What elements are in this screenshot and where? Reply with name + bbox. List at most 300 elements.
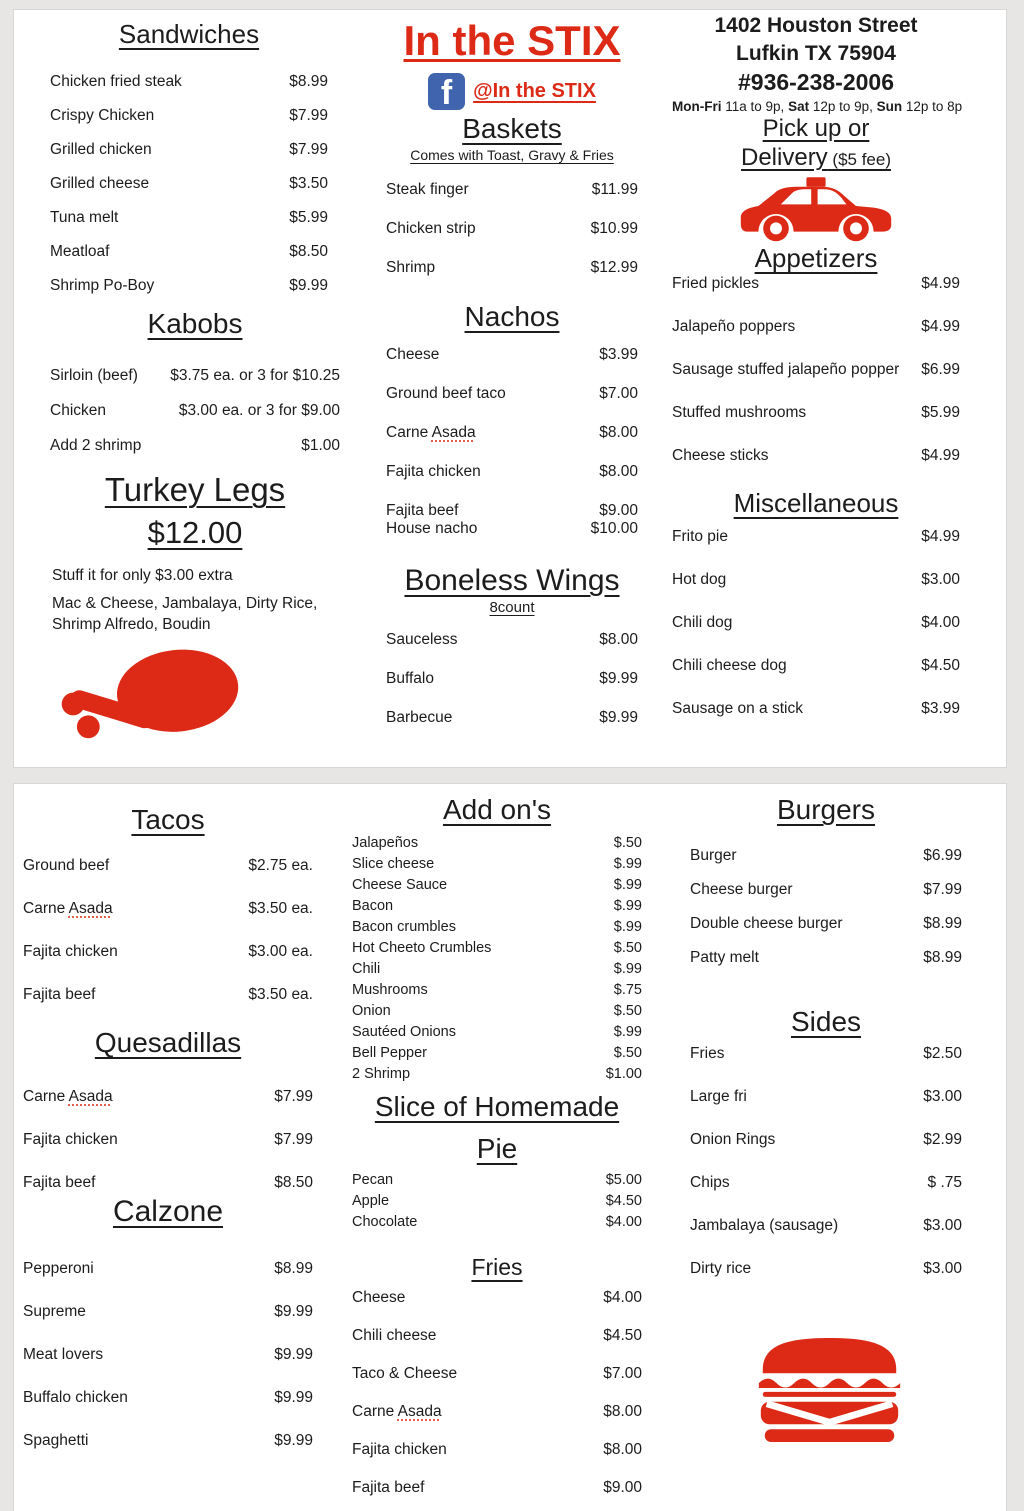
menu-item — [690, 880, 962, 899]
sides-heading: Sides — [790, 1006, 862, 1037]
item-name: Large fri — [690, 1088, 747, 1106]
item-price: $9.00 — [603, 1479, 642, 1497]
burgers-heading: Burgers — [776, 794, 876, 825]
menu-item — [386, 219, 638, 238]
add-ons-items — [352, 834, 642, 1083]
item-name: Fajita beef — [386, 502, 459, 520]
item-price: $3.00 — [921, 570, 960, 588]
item-price: $3.00 ea. — [248, 943, 313, 961]
item-name: Cheese sticks — [672, 446, 769, 464]
quesadillas-items — [23, 1087, 313, 1192]
item-price: $.50 — [613, 940, 642, 957]
menu-item — [386, 519, 638, 538]
item-name: Ground beef — [23, 857, 110, 875]
item-name: 2 Shrimp — [352, 1066, 411, 1083]
item-name: Sautéed Onions — [352, 1024, 456, 1041]
item-price: $4.00 — [603, 1289, 642, 1307]
item-price: $9.99 — [274, 1302, 313, 1320]
item-name: Onion Rings — [690, 1131, 776, 1149]
menu-item — [386, 180, 638, 199]
menu-item — [23, 856, 313, 875]
item-name: Fajita beef — [23, 986, 96, 1004]
boneless-wings-heading: Boneless Wings — [404, 564, 620, 597]
menu-item — [352, 1065, 642, 1083]
appetizers-heading: Appetizers — [754, 243, 878, 273]
item-price: $8.99 — [923, 915, 962, 933]
calzone-heading: Calzone — [112, 1195, 224, 1228]
address-line-2: Lufkin TX 75904 — [736, 42, 896, 65]
item-price: $8.50 — [289, 242, 328, 260]
item-price: $4.50 — [603, 1327, 642, 1345]
item-name: Chili cheese dog — [672, 656, 787, 674]
item-name: Steak finger — [386, 181, 469, 199]
baskets-items — [386, 180, 638, 277]
item-price: $5.99 — [921, 403, 960, 421]
item-price: $4.00 — [605, 1214, 642, 1231]
kabobs-heading: Kabobs — [147, 308, 243, 339]
restaurant-info — [672, 12, 963, 116]
item-name: Sauceless — [386, 630, 458, 648]
menu-item — [352, 1440, 642, 1459]
add-ons-heading: Add on's — [442, 794, 552, 825]
menu-item — [352, 960, 642, 978]
item-price: $5.99 — [289, 208, 328, 226]
item-price: $8.00 — [603, 1403, 642, 1421]
item-name: Hot Cheeto Crumbles — [352, 940, 492, 957]
menu-item — [23, 1130, 313, 1149]
item-price: $3.50 ea. — [248, 986, 313, 1004]
item-price: $8.00 — [603, 1441, 642, 1459]
item-name: Sirloin (beef) — [50, 367, 138, 385]
item-price: $7.00 — [603, 1365, 642, 1383]
menu-item — [352, 897, 642, 915]
facebook-handle-link[interactable]: @In the STIX — [473, 80, 596, 102]
menu-item — [50, 276, 328, 295]
item-price: $.75 — [613, 982, 642, 999]
item-name: House nacho — [386, 520, 478, 538]
menu-item — [352, 1171, 642, 1189]
turkey-leg-icon — [56, 647, 340, 747]
item-name: Barbecue — [386, 708, 453, 726]
turkey-stuff-note: Stuff it for only $3.00 extra — [52, 566, 233, 584]
delivery-car-icon — [672, 177, 960, 248]
appetizers-items — [672, 274, 960, 465]
item-name: Chili cheese — [352, 1327, 437, 1345]
menu-item — [690, 846, 962, 865]
item-price: $.50 — [613, 1003, 642, 1020]
item-name: Bacon — [352, 898, 394, 915]
menu-item — [352, 1364, 642, 1383]
item-name: Stuffed mushrooms — [672, 403, 807, 421]
menu-page-top — [13, 9, 1007, 768]
menu-item — [50, 140, 328, 159]
pie-items — [352, 1171, 642, 1231]
item-price: $7.99 — [274, 1088, 313, 1106]
menu-item — [352, 1288, 642, 1307]
item-name: Chili — [352, 961, 381, 978]
item-name: Ground beef taco — [386, 385, 506, 403]
menu-item — [352, 1192, 642, 1210]
item-price: $.99 — [613, 961, 642, 978]
menu-item — [690, 948, 962, 967]
item-name: Meatloaf — [50, 242, 110, 260]
item-name: Carne Asada — [352, 1403, 442, 1421]
sandwiches-heading: Sandwiches — [118, 19, 260, 49]
item-name: Hot dog — [672, 570, 727, 588]
menu-item — [23, 1087, 313, 1106]
menu-item — [690, 1216, 962, 1235]
menu-item — [690, 1173, 962, 1192]
item-price: $3.50 — [289, 174, 328, 192]
menu-item — [386, 345, 638, 364]
menu-item — [672, 570, 960, 589]
menu-item — [672, 317, 960, 336]
menu-item — [690, 1259, 962, 1278]
item-name: Burger — [690, 847, 737, 865]
item-price: $4.00 — [921, 613, 960, 631]
miscellaneous-heading: Miscellaneous — [733, 488, 899, 518]
item-name: Fajita chicken — [386, 463, 481, 481]
item-price: $8.99 — [274, 1259, 313, 1277]
item-price: $3.50 ea. — [248, 900, 313, 918]
item-name: Cheese — [386, 346, 440, 364]
menu-item — [386, 501, 638, 520]
item-price: $3.00 — [923, 1088, 962, 1106]
item-name: Add 2 shrimp — [50, 437, 142, 455]
item-name: Onion — [352, 1003, 391, 1020]
item-price: $3.00 — [923, 1217, 962, 1235]
item-name: Double cheese burger — [690, 915, 843, 933]
burger-icon — [751, 1332, 908, 1447]
item-price: $6.99 — [923, 847, 962, 865]
item-price: $.50 — [613, 835, 642, 852]
menu-item — [50, 401, 340, 420]
menu-item — [386, 669, 638, 688]
menu-item — [352, 918, 642, 936]
menu-item — [352, 1002, 642, 1020]
item-price: $4.99 — [921, 446, 960, 464]
menu-item — [23, 1173, 313, 1192]
item-name: Pepperoni — [23, 1259, 94, 1277]
item-name: Chicken fried steak — [50, 72, 182, 90]
hours-time-3: 12p to 8p — [902, 99, 963, 114]
misspelled-word: Asada — [431, 424, 476, 442]
item-name: Fajita chicken — [23, 943, 118, 961]
menu-item — [386, 630, 638, 649]
item-price: $7.99 — [289, 106, 328, 124]
menu-item — [690, 1087, 962, 1106]
quesadillas-heading: Quesadillas — [94, 1027, 242, 1058]
item-name: Buffalo — [386, 669, 434, 687]
menu-item — [50, 366, 340, 385]
item-price: $7.99 — [289, 140, 328, 158]
calzone-items — [23, 1259, 313, 1450]
menu-item — [352, 834, 642, 852]
menu-item — [23, 899, 313, 918]
item-price: $7.99 — [923, 881, 962, 899]
pie-heading-line2: Pie — [476, 1133, 518, 1165]
item-price: $4.50 — [921, 656, 960, 674]
sandwiches-items — [50, 72, 328, 295]
menu-item — [672, 274, 960, 293]
item-name: Fried pickles — [672, 274, 759, 292]
menu-item — [672, 656, 960, 675]
menu-item — [23, 1431, 313, 1450]
menu-item — [23, 985, 313, 1004]
hours-time-1: 11a to 9p, — [721, 99, 789, 114]
item-name: Mushrooms — [352, 982, 428, 999]
fries-heading: Fries — [471, 1254, 523, 1280]
menu-item — [352, 981, 642, 999]
item-name: Bell Pepper — [352, 1045, 427, 1062]
menu-item — [672, 403, 960, 422]
menu-item — [672, 527, 960, 546]
section-add-ons — [352, 794, 642, 1083]
item-name: Sausage stuffed jalapeño popper — [672, 360, 900, 378]
restaurant-title: In the STIX — [403, 17, 621, 64]
item-name: Cheese Sauce — [352, 877, 448, 894]
baskets-heading: Baskets — [462, 113, 562, 144]
menu-item — [50, 72, 328, 91]
turkey-legs-price: $12.00 — [147, 514, 243, 550]
menu-item — [50, 106, 328, 125]
menu-item — [23, 1302, 313, 1321]
pie-heading-line1: Slice of Homemade — [374, 1091, 620, 1122]
delivery-fee: ($5 fee) — [827, 150, 891, 169]
section-boneless-wings — [386, 564, 638, 727]
item-price: $8.00 — [599, 630, 638, 648]
item-price: $4.99 — [921, 317, 960, 335]
nachos-items — [386, 345, 638, 538]
facebook-icon: f — [428, 73, 465, 110]
item-price: $5.00 — [605, 1172, 642, 1189]
menu-item — [23, 1345, 313, 1364]
section-tacos — [23, 804, 313, 1004]
item-price: $3.00 — [923, 1260, 962, 1278]
item-name: Fajita beef — [352, 1479, 425, 1497]
hours-days-2: Sat — [788, 99, 810, 114]
section-turkey-legs — [50, 471, 340, 747]
item-price: $4.99 — [921, 527, 960, 545]
nachos-heading: Nachos — [464, 301, 560, 332]
hours-time-2: 12p to 9p, — [809, 99, 877, 114]
item-price: $1.00 — [605, 1066, 642, 1083]
item-name: Slice cheese — [352, 856, 435, 873]
phone-number: #936-238-2006 — [737, 69, 895, 95]
item-price: $8.99 — [289, 72, 328, 90]
item-price: $10.00 — [590, 520, 638, 538]
item-price: $8.99 — [923, 949, 962, 967]
burgers-items — [690, 846, 962, 967]
menu-item — [672, 360, 960, 379]
item-name: Buffalo chicken — [23, 1388, 128, 1406]
section-baskets — [386, 113, 638, 277]
menu-item — [352, 1213, 642, 1231]
pickup-text: Pick up or — [762, 115, 870, 142]
item-price: $3.75 ea. or 3 for $10.25 — [170, 367, 340, 385]
item-price: $7.00 — [599, 385, 638, 403]
item-price: $.50 — [613, 1045, 642, 1062]
item-price: $4.99 — [921, 274, 960, 292]
item-price: $9.99 — [289, 276, 328, 294]
item-price: $.99 — [613, 898, 642, 915]
facebook-row — [386, 73, 638, 110]
menu-item — [23, 1259, 313, 1278]
menu-item — [23, 1388, 313, 1407]
menu-item — [352, 1326, 642, 1345]
item-name: Chili dog — [672, 613, 733, 631]
menu-item — [386, 423, 638, 442]
item-name: Bacon crumbles — [352, 919, 456, 936]
item-name: Jalapeños — [352, 835, 419, 852]
item-price: $11.99 — [591, 181, 638, 199]
menu-item — [50, 208, 328, 227]
item-price: $6.99 — [921, 360, 960, 378]
menu-page-bottom — [13, 783, 1007, 1511]
item-price: $ .75 — [927, 1174, 962, 1192]
pickup-delivery-block — [672, 114, 960, 248]
item-price: $9.00 — [599, 502, 638, 520]
item-price: $8.50 — [274, 1174, 313, 1192]
address-line-1: 1402 Houston Street — [714, 14, 918, 37]
item-name: Frito pie — [672, 527, 728, 545]
brand-block — [386, 18, 638, 110]
item-price: $.99 — [613, 919, 642, 936]
menu-item — [23, 942, 313, 961]
turkey-legs-heading: Turkey Legs — [104, 471, 286, 508]
item-price: $3.00 ea. or 3 for $9.00 — [178, 402, 340, 420]
item-name: Fajita beef — [23, 1174, 96, 1192]
item-price: $2.75 ea. — [248, 857, 313, 875]
item-name: Shrimp Po-Boy — [50, 276, 155, 294]
baskets-subtitle: Comes with Toast, Gravy & Fries — [410, 147, 614, 164]
item-price: $9.99 — [274, 1388, 313, 1406]
item-price: $9.99 — [599, 669, 638, 687]
item-price: $2.99 — [923, 1131, 962, 1149]
item-name: Cheese burger — [690, 881, 793, 899]
boneless-wings-items — [386, 630, 638, 727]
section-kabobs — [50, 308, 340, 455]
tacos-heading: Tacos — [131, 804, 205, 835]
item-name: Grilled cheese — [50, 174, 150, 192]
section-miscellaneous — [672, 489, 960, 718]
fries-items — [352, 1288, 642, 1497]
item-price: $3.99 — [921, 699, 960, 717]
item-price: $.99 — [613, 1024, 642, 1041]
item-name: Carne Asada — [386, 424, 476, 442]
item-price: $12.99 — [590, 259, 638, 277]
section-loaded-fries — [352, 1254, 642, 1497]
hours-days-3: Sun — [876, 99, 903, 114]
section-calzone — [23, 1195, 313, 1450]
item-price: $.99 — [613, 856, 642, 873]
miscellaneous-items — [672, 527, 960, 718]
item-price: $2.50 — [923, 1045, 962, 1063]
item-name: Chocolate — [352, 1214, 418, 1231]
delivery-word: Delivery — [741, 144, 828, 171]
menu-item — [690, 1130, 962, 1149]
tacos-items — [23, 856, 313, 1004]
section-burgers — [690, 794, 962, 967]
item-price: $4.50 — [605, 1193, 642, 1210]
sides-items — [690, 1044, 962, 1278]
menu-item — [672, 699, 960, 718]
hours-days-1: Mon-Fri — [672, 99, 722, 114]
item-name: Fajita chicken — [352, 1441, 447, 1459]
item-name: Supreme — [23, 1302, 86, 1320]
item-name: Carne Asada — [23, 1088, 113, 1106]
item-name: Dirty rice — [690, 1260, 752, 1278]
menu-item — [50, 242, 328, 261]
menu-item — [352, 1023, 642, 1041]
item-name: Jambalaya (sausage) — [690, 1217, 839, 1235]
item-name: Chips — [690, 1174, 730, 1192]
menu-item — [690, 914, 962, 933]
menu-item — [50, 174, 328, 193]
delivery-text — [672, 143, 960, 174]
item-price: $3.99 — [599, 346, 638, 364]
menu-item — [386, 384, 638, 403]
turkey-stuffing-options: Mac & Cheese, Jambalaya, Dirty Rice, Shrimp Alfredo, Boudin — [52, 594, 318, 633]
item-price: $7.99 — [274, 1131, 313, 1149]
item-name: Jalapeño poppers — [672, 317, 796, 335]
item-name: Chicken — [50, 402, 106, 420]
item-name: Shrimp — [386, 259, 436, 277]
item-price: $9.99 — [274, 1431, 313, 1449]
item-name: Chicken strip — [386, 220, 476, 238]
kabobs-items — [50, 366, 340, 455]
menu-item — [386, 258, 638, 277]
section-sides — [690, 1006, 962, 1278]
item-name: Cheese — [352, 1289, 406, 1307]
section-appetizers — [672, 244, 960, 465]
item-name: Sausage on a stick — [672, 699, 803, 717]
menu-item — [386, 462, 638, 481]
menu-item — [672, 613, 960, 632]
section-sandwiches — [50, 20, 328, 295]
item-name: Patty melt — [690, 949, 759, 967]
item-name: Spaghetti — [23, 1431, 89, 1449]
item-price: $9.99 — [274, 1345, 313, 1363]
menu-item — [352, 1044, 642, 1062]
item-name: Carne Asada — [23, 900, 113, 918]
item-name: Pecan — [352, 1172, 394, 1189]
item-name: Tuna melt — [50, 208, 119, 226]
menu-item — [352, 855, 642, 873]
menu-item — [690, 1044, 962, 1063]
item-price: $8.00 — [599, 463, 638, 481]
section-quesadillas — [23, 1027, 313, 1192]
menu-item — [352, 939, 642, 957]
item-price: $9.99 — [599, 708, 638, 726]
boneless-wings-subtitle: 8count — [489, 598, 535, 616]
menu-item — [672, 446, 960, 465]
misspelled-word: Asada — [397, 1403, 442, 1421]
menu-item — [50, 436, 340, 455]
section-nachos — [386, 301, 638, 538]
item-name: Grilled chicken — [50, 140, 152, 158]
item-name: Meat lovers — [23, 1345, 104, 1363]
menu-item — [352, 1402, 642, 1421]
item-name: Taco & Cheese — [352, 1365, 458, 1383]
item-name: Apple — [352, 1193, 390, 1210]
menu-item — [352, 876, 642, 894]
section-pie — [352, 1091, 642, 1231]
menu-item — [352, 1478, 642, 1497]
item-name: Fajita chicken — [23, 1131, 118, 1149]
item-price: $8.00 — [599, 424, 638, 442]
item-price: $10.99 — [590, 220, 638, 238]
